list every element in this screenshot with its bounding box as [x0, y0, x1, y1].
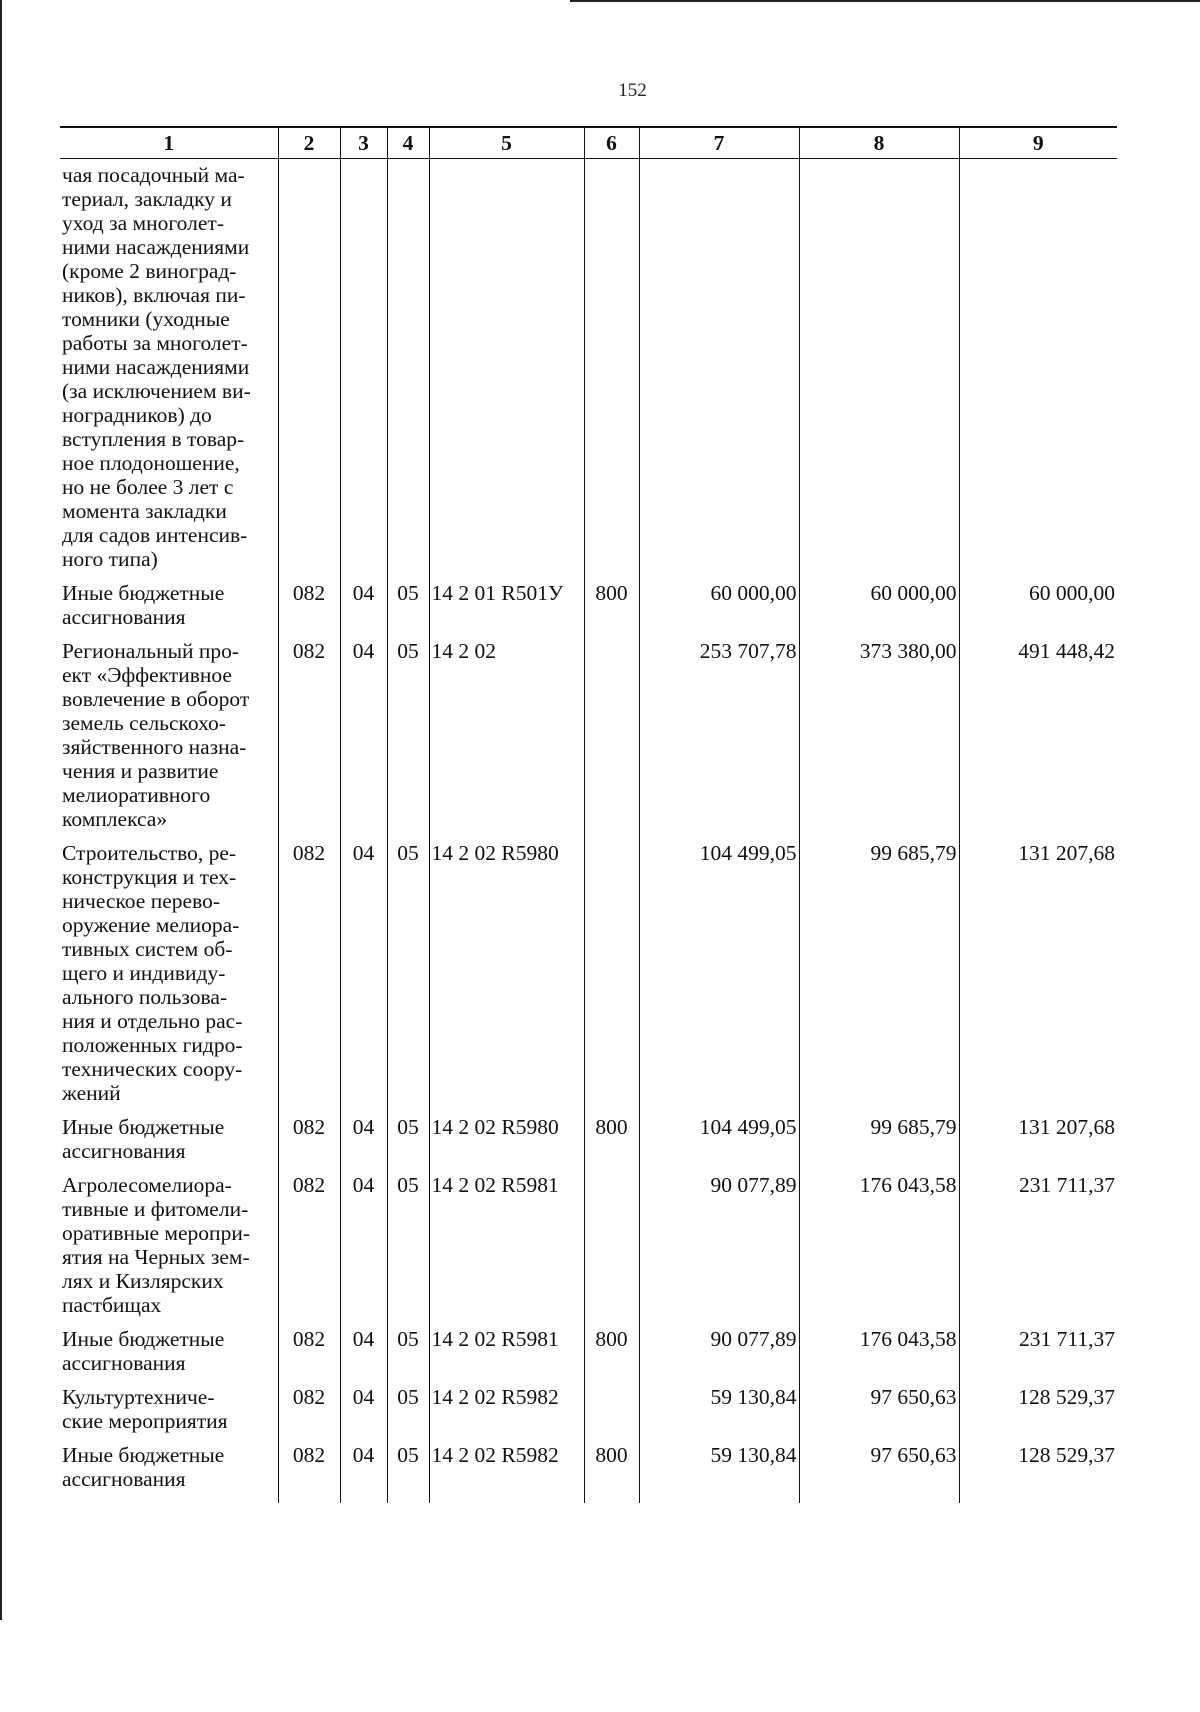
amount-col9-text: 491 448,42: [1018, 639, 1115, 663]
expense-type-cell: [584, 1382, 639, 1440]
admin-code-text: 082: [292, 1115, 326, 1139]
row-name-cell: [60, 1170, 278, 1324]
subsection-cell: [387, 578, 429, 636]
row-name-cell: [60, 1112, 278, 1170]
expense-type-cell: [584, 578, 639, 636]
table-row: [60, 1324, 1117, 1382]
target-article-text: 14 2 02: [431, 639, 496, 663]
amount-col8-text: 97 650,63: [870, 1385, 957, 1409]
subsection-text: 05: [397, 1385, 419, 1409]
amount-col7-cell: [639, 636, 799, 838]
section-cell: [340, 838, 387, 1112]
col-header-1: 1: [60, 127, 278, 159]
expense-type-text: 800: [595, 1443, 628, 1467]
expense-type-cell: [584, 838, 639, 1112]
amount-col9-cell: [959, 1324, 1117, 1382]
col-header-3: 3: [340, 127, 387, 159]
amount-col7-text: 90 077,89: [710, 1327, 797, 1351]
amount-col8-cell: [799, 159, 959, 579]
amount-col9-text: 128 529,37: [1018, 1443, 1115, 1467]
target-article-text: 14 2 02 R5980: [431, 841, 559, 865]
expense-type-text: 800: [595, 1327, 628, 1351]
table-row: [60, 636, 1117, 838]
table-header-row: [60, 127, 1117, 159]
row-name-cell: [60, 838, 278, 1112]
target-article-text: 14 2 02 R5981: [431, 1173, 559, 1197]
amount-col7-text: 104 499,05: [699, 1115, 797, 1139]
target-article-cell: [429, 838, 584, 1112]
scan-left-border: [0, 0, 2, 1620]
amount-col8-cell: [799, 838, 959, 1112]
subsection-cell: [387, 159, 429, 579]
col-header-2: 2: [278, 127, 340, 159]
row-name-text: Культуртехниче- ские мероприятия: [62, 1385, 228, 1433]
admin-code-cell: [278, 1112, 340, 1170]
target-article-cell: [429, 1440, 584, 1503]
amount-col9-text: 131 207,68: [1018, 1115, 1115, 1139]
subsection-text: 05: [397, 1443, 419, 1467]
amount-col9-text: 231 711,37: [1019, 1173, 1115, 1197]
target-article-cell: [429, 578, 584, 636]
target-article-text: 14 2 02 R5982: [431, 1443, 559, 1467]
section-cell: [340, 578, 387, 636]
amount-col7-cell: [639, 1170, 799, 1324]
section-text: 04: [352, 1443, 375, 1467]
amount-col7-cell: [639, 1382, 799, 1440]
row-name-cell: [60, 636, 278, 838]
amount-col7-cell: [639, 838, 799, 1112]
target-article-text: 14 2 02 R5981: [431, 1327, 559, 1351]
section-cell: [340, 159, 387, 579]
row-name-text: Иные бюджетные ассигнования: [62, 1443, 225, 1491]
amount-col9-cell: [959, 1112, 1117, 1170]
row-name-text: Иные бюджетные ассигнования: [62, 1115, 225, 1163]
expense-type-cell: [584, 1112, 639, 1170]
admin-code-cell: [278, 636, 340, 838]
amount-col9-cell: [959, 1440, 1117, 1503]
target-article-cell: [429, 1324, 584, 1382]
amount-col7-cell: [639, 1440, 799, 1503]
amount-col9-cell: [959, 838, 1117, 1112]
admin-code-text: 082: [292, 581, 326, 605]
table-body: [60, 159, 1117, 1504]
col-header-6: 6: [584, 127, 639, 159]
subsection-text: 05: [397, 1327, 419, 1351]
amount-col8-cell: [799, 1324, 959, 1382]
row-name-text: Агролесомелиора- тивные и фитомели- оративные меропри- ятия на Черных зем- лях и Кизлярских пастбищах: [62, 1173, 250, 1317]
section-text: 04: [352, 1115, 375, 1139]
subsection-cell: [387, 1324, 429, 1382]
admin-code-text: 082: [292, 1443, 326, 1467]
row-name-text: Иные бюджетные ассигнования: [62, 581, 225, 629]
admin-code-cell: [278, 1170, 340, 1324]
section-cell: [340, 636, 387, 838]
admin-code-cell: [278, 1324, 340, 1382]
row-name-text: чая посадочный ма- териал, закладку и уход за многолет- ними насаждениями (кроме 2 виноград- ников), включая пи- томники (уходные работы за многолет- ними насаждениями (за исключением ви- ноградников) до вступления в товар- ное плодоношение, но не более 3 лет с момента закладки для садов интенсив- ного типа): [62, 163, 251, 571]
table-row: [60, 1170, 1117, 1324]
subsection-text: 05: [397, 1115, 419, 1139]
subsection-text: 05: [397, 1173, 419, 1197]
subsection-cell: [387, 636, 429, 838]
amount-col9-cell: [959, 636, 1117, 838]
amount-col8-cell: [799, 636, 959, 838]
admin-code-text: 082: [292, 1173, 326, 1197]
admin-code-cell: [278, 1382, 340, 1440]
budget-table: [60, 126, 1117, 1503]
admin-code-text: 082: [292, 1385, 326, 1409]
amount-col7-cell: [639, 159, 799, 579]
target-article-text: 14 2 02 R5980: [431, 1115, 559, 1139]
admin-code-text: 082: [292, 639, 326, 663]
amount-col9-text: 131 207,68: [1018, 841, 1115, 865]
section-text: 04: [352, 581, 375, 605]
amount-col9-text: 231 711,37: [1019, 1327, 1115, 1351]
table-row: [60, 578, 1117, 636]
subsection-text: 05: [397, 581, 419, 605]
expense-type-cell: [584, 1170, 639, 1324]
expense-type-text: 800: [595, 581, 628, 605]
section-cell: [340, 1440, 387, 1503]
amount-col7-text: 59 130,84: [710, 1443, 797, 1467]
amount-col8-text: 373 380,00: [859, 639, 957, 663]
target-article-cell: [429, 159, 584, 579]
amount-col8-cell: [799, 1170, 959, 1324]
amount-col7-cell: [639, 1324, 799, 1382]
row-name-cell: [60, 1440, 278, 1503]
subsection-text: 05: [397, 639, 419, 663]
subsection-cell: [387, 1170, 429, 1324]
admin-code-cell: [278, 578, 340, 636]
table-row: [60, 159, 1117, 579]
col-header-7: 7: [639, 127, 799, 159]
amount-col9-text: 128 529,37: [1018, 1385, 1115, 1409]
expense-type-text: 800: [595, 1115, 628, 1139]
col-header-9: 9: [959, 127, 1117, 159]
amount-col9-cell: [959, 1170, 1117, 1324]
page-number: 152: [618, 80, 647, 101]
target-article-cell: [429, 636, 584, 838]
amount-col8-text: 60 000,00: [870, 581, 957, 605]
target-article-text: 14 2 01 R501У: [431, 581, 564, 605]
col-header-5: 5: [429, 127, 584, 159]
amount-col7-cell: [639, 1112, 799, 1170]
amount-col8-text: 176 043,58: [859, 1327, 957, 1351]
subsection-cell: [387, 1112, 429, 1170]
expense-type-cell: [584, 1324, 639, 1382]
admin-code-cell: [278, 838, 340, 1112]
amount-col7-text: 253 707,78: [699, 639, 797, 663]
row-name-cell: [60, 159, 278, 579]
amount-col8-text: 97 650,63: [870, 1443, 957, 1467]
table-row: [60, 1112, 1117, 1170]
expense-type-cell: [584, 1440, 639, 1503]
section-text: 04: [352, 1385, 375, 1409]
section-cell: [340, 1170, 387, 1324]
amount-col8-text: 99 685,79: [870, 1115, 957, 1139]
admin-code-cell: [278, 159, 340, 579]
amount-col9-cell: [959, 159, 1117, 579]
table-row: [60, 838, 1117, 1112]
row-name-cell: [60, 578, 278, 636]
amount-col8-cell: [799, 1440, 959, 1503]
col-header-4: 4: [387, 127, 429, 159]
subsection-cell: [387, 838, 429, 1112]
subsection-cell: [387, 1382, 429, 1440]
scan-top-border: [570, 0, 1200, 2]
target-article-cell: [429, 1170, 584, 1324]
amount-col7-text: 60 000,00: [710, 581, 797, 605]
col-header-8: 8: [799, 127, 959, 159]
amount-col8-cell: [799, 1382, 959, 1440]
admin-code-text: 082: [292, 841, 326, 865]
amount-col7-cell: [639, 578, 799, 636]
amount-col7-text: 59 130,84: [710, 1385, 797, 1409]
amount-col7-text: 90 077,89: [710, 1173, 797, 1197]
target-article-text: 14 2 02 R5982: [431, 1385, 559, 1409]
target-article-cell: [429, 1382, 584, 1440]
subsection-text: 05: [397, 841, 419, 865]
row-name-text: Строительство, ре- конструкция и тех- ническое перево- оружение мелиора- тивных систем об- щего и индивиду- ального пользова- ния и отдельно рас- положенных гидро- технических соору- жений: [62, 841, 243, 1105]
row-name-cell: [60, 1382, 278, 1440]
row-name-cell: [60, 1324, 278, 1382]
amount-col8-cell: [799, 578, 959, 636]
section-cell: [340, 1382, 387, 1440]
expense-type-cell: [584, 636, 639, 838]
target-article-cell: [429, 1112, 584, 1170]
amount-col7-text: 104 499,05: [699, 841, 797, 865]
amount-col9-text: 60 000,00: [1029, 581, 1115, 605]
table-row: [60, 1382, 1117, 1440]
section-cell: [340, 1112, 387, 1170]
row-name-text: Иные бюджетные ассигнования: [62, 1327, 225, 1375]
amount-col9-cell: [959, 1382, 1117, 1440]
expense-type-cell: [584, 159, 639, 579]
admin-code-text: 082: [292, 1327, 326, 1351]
amount-col8-cell: [799, 1112, 959, 1170]
amount-col8-text: 176 043,58: [859, 1173, 957, 1197]
section-text: 04: [352, 639, 375, 663]
amount-col9-cell: [959, 578, 1117, 636]
section-cell: [340, 1324, 387, 1382]
table-row: [60, 1440, 1117, 1503]
section-text: 04: [352, 1327, 375, 1351]
section-text: 04: [352, 841, 375, 865]
amount-col8-text: 99 685,79: [870, 841, 957, 865]
admin-code-cell: [278, 1440, 340, 1503]
row-name-text: Региональный про- ект «Эффективное вовлечение в оборот земель сельскохо- зяйственного назна- чения и развитие мелиоративного комплекса»: [62, 639, 250, 831]
subsection-cell: [387, 1440, 429, 1503]
section-text: 04: [352, 1173, 375, 1197]
